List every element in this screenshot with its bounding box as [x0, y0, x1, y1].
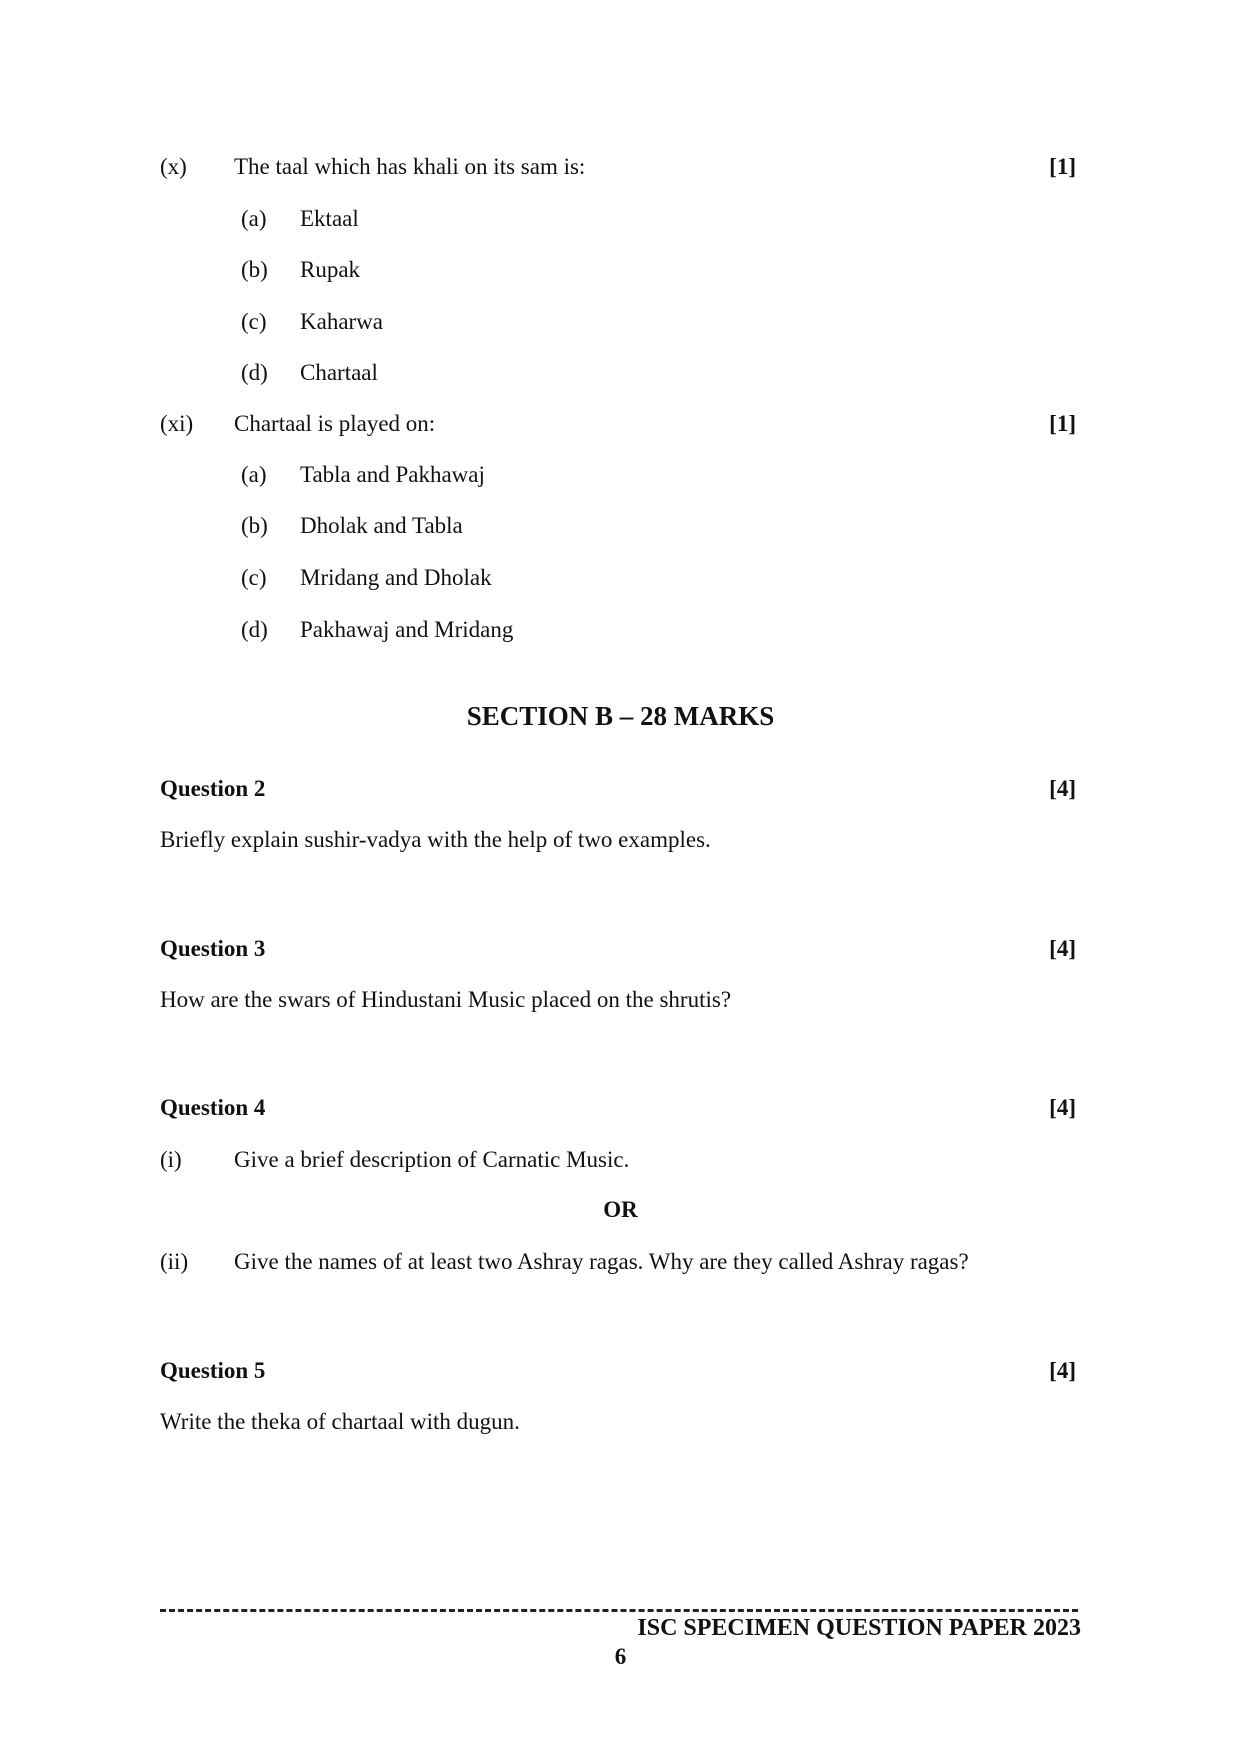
option-label: (d): [241, 617, 268, 642]
question-5-title: Question 5: [160, 1358, 266, 1383]
question-number-xi: (xi): [160, 411, 194, 436]
option-label: (a): [241, 206, 267, 231]
option-label: (d): [241, 360, 268, 385]
question-4-part-i-text: Give a brief description of Carnatic Music.: [234, 1147, 630, 1172]
question-2-title: Question 2: [160, 776, 266, 801]
page-number: 6: [614, 1644, 627, 1669]
option-text: Ektaal: [300, 206, 359, 231]
question-2-marks: [4]: [1049, 776, 1076, 801]
question-5-text: Write the theka of chartaal with dugun.: [160, 1409, 520, 1434]
option-label: (c): [241, 309, 267, 334]
footer-divider: [160, 1609, 1078, 1612]
question-number-x: (x): [160, 154, 187, 179]
question-text-xi: Chartaal is played on:: [234, 411, 436, 436]
option-text: Pakhawaj and Mridang: [300, 617, 514, 642]
option-text: Mridang and Dholak: [300, 565, 492, 590]
question-4-marks: [4]: [1049, 1095, 1076, 1120]
question-3-text: How are the swars of Hindustani Music placed on the shrutis?: [160, 987, 732, 1012]
option-label: (c): [241, 565, 267, 590]
or-separator: OR: [603, 1197, 638, 1222]
option-label: (b): [241, 257, 268, 282]
question-3-title: Question 3: [160, 936, 266, 961]
option-text: Kaharwa: [300, 309, 384, 334]
option-text: Tabla and Pakhawaj: [300, 462, 485, 487]
question-4-title: Question 4: [160, 1095, 266, 1120]
question-3-marks: [4]: [1049, 936, 1076, 961]
option-text: Dholak and Tabla: [300, 513, 463, 538]
marks-x: [1]: [1049, 154, 1076, 179]
option-text: Chartaal: [300, 360, 378, 385]
option-text: Rupak: [300, 257, 361, 282]
question-4-part-ii-text: Give the names of at least two Ashray ragas. Why are they called Ashray ragas?: [234, 1249, 969, 1274]
marks-xi: [1]: [1049, 411, 1076, 436]
question-5-marks: [4]: [1049, 1358, 1076, 1383]
question-text-x: The taal which has khali on its sam is:: [234, 154, 586, 179]
question-4-part-ii-number: (ii): [160, 1249, 189, 1274]
question-2-text: Briefly explain sushir-vadya with the help of two examples.: [160, 827, 711, 852]
section-heading: SECTION B – 28 MARKS: [466, 701, 775, 731]
question-4-part-i-number: (i): [160, 1147, 182, 1172]
option-label: (b): [241, 513, 268, 538]
option-label: (a): [241, 462, 267, 487]
footer-paper-title: ISC SPECIMEN QUESTION PAPER 2023: [637, 1615, 1081, 1641]
